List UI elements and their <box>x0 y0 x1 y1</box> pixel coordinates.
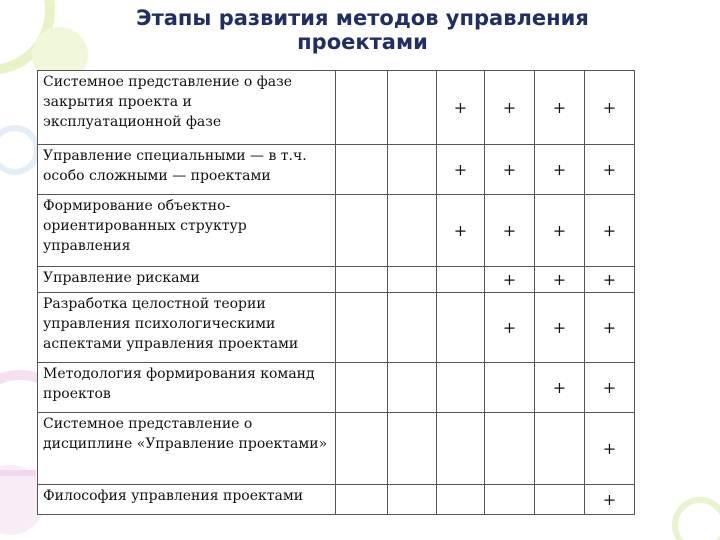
plus-mark: + <box>485 293 535 363</box>
empty-cell <box>388 195 437 267</box>
plus-mark: + <box>585 363 635 413</box>
table-row <box>38 145 635 195</box>
empty-cell <box>388 71 437 145</box>
empty-cell <box>535 413 585 485</box>
plus-mark: + <box>535 293 585 363</box>
empty-cell <box>336 267 388 293</box>
empty-cell <box>437 413 485 485</box>
plus-mark: + <box>585 145 635 195</box>
plus-mark: + <box>485 195 535 267</box>
empty-cell <box>437 363 485 413</box>
empty-cell <box>437 267 485 293</box>
empty-cell <box>336 485 388 515</box>
empty-cell <box>336 71 388 145</box>
table-row <box>38 363 635 413</box>
empty-cell <box>535 485 585 515</box>
plus-mark: + <box>485 145 535 195</box>
empty-cell <box>485 363 535 413</box>
title-line-2: проектами <box>297 30 428 54</box>
empty-cell <box>388 293 437 363</box>
empty-cell <box>485 485 535 515</box>
stage-description: Формирование объектно-ориентированных структур управления <box>38 195 336 267</box>
plus-mark: + <box>437 195 485 267</box>
plus-mark: + <box>535 195 585 267</box>
empty-cell <box>437 485 485 515</box>
stage-description: Системное представление о фазе закрытия проекта и эксплуатационной фазе <box>38 71 336 145</box>
empty-cell <box>388 485 437 515</box>
empty-cell <box>388 145 437 195</box>
plus-mark: + <box>585 71 635 145</box>
plus-mark: + <box>535 145 585 195</box>
table-row <box>38 413 635 485</box>
stage-description: Управление специальными — в т.ч. особо сложными — проектами <box>38 145 336 195</box>
plus-mark: + <box>585 413 635 485</box>
plus-mark: + <box>585 267 635 293</box>
stage-description: Управление рисками <box>38 267 336 293</box>
empty-cell <box>336 413 388 485</box>
plus-mark: + <box>437 145 485 195</box>
title-line-1: Этапы развития методов управления <box>136 6 589 30</box>
empty-cell <box>336 293 388 363</box>
table-row <box>38 485 635 515</box>
plus-mark: + <box>585 485 635 515</box>
plus-mark: + <box>437 71 485 145</box>
table-row <box>38 267 635 293</box>
plus-mark: + <box>585 195 635 267</box>
empty-cell <box>388 267 437 293</box>
empty-cell <box>388 363 437 413</box>
plus-mark: + <box>535 363 585 413</box>
table-row <box>38 293 635 363</box>
empty-cell <box>485 413 535 485</box>
empty-cell <box>437 293 485 363</box>
empty-cell <box>388 413 437 485</box>
plus-mark: + <box>535 71 585 145</box>
empty-cell <box>336 363 388 413</box>
table-row <box>38 71 635 145</box>
stages-table-body <box>38 71 635 515</box>
stages-table <box>37 70 635 515</box>
table-row <box>38 195 635 267</box>
stage-description: Философия управления проектами <box>38 485 336 515</box>
stage-description: Методология формирования команд проектов <box>38 363 336 413</box>
empty-cell <box>336 145 388 195</box>
stage-description: Разработка целостной теории управления психологическими аспектами управления проектами <box>38 293 336 363</box>
stage-description: Системное представление о дисциплине «Управление проектами» <box>38 413 336 485</box>
plus-mark: + <box>585 293 635 363</box>
plus-mark: + <box>485 71 535 145</box>
plus-mark: + <box>485 267 535 293</box>
plus-mark: + <box>535 267 585 293</box>
empty-cell <box>336 195 388 267</box>
page-title <box>90 6 635 54</box>
